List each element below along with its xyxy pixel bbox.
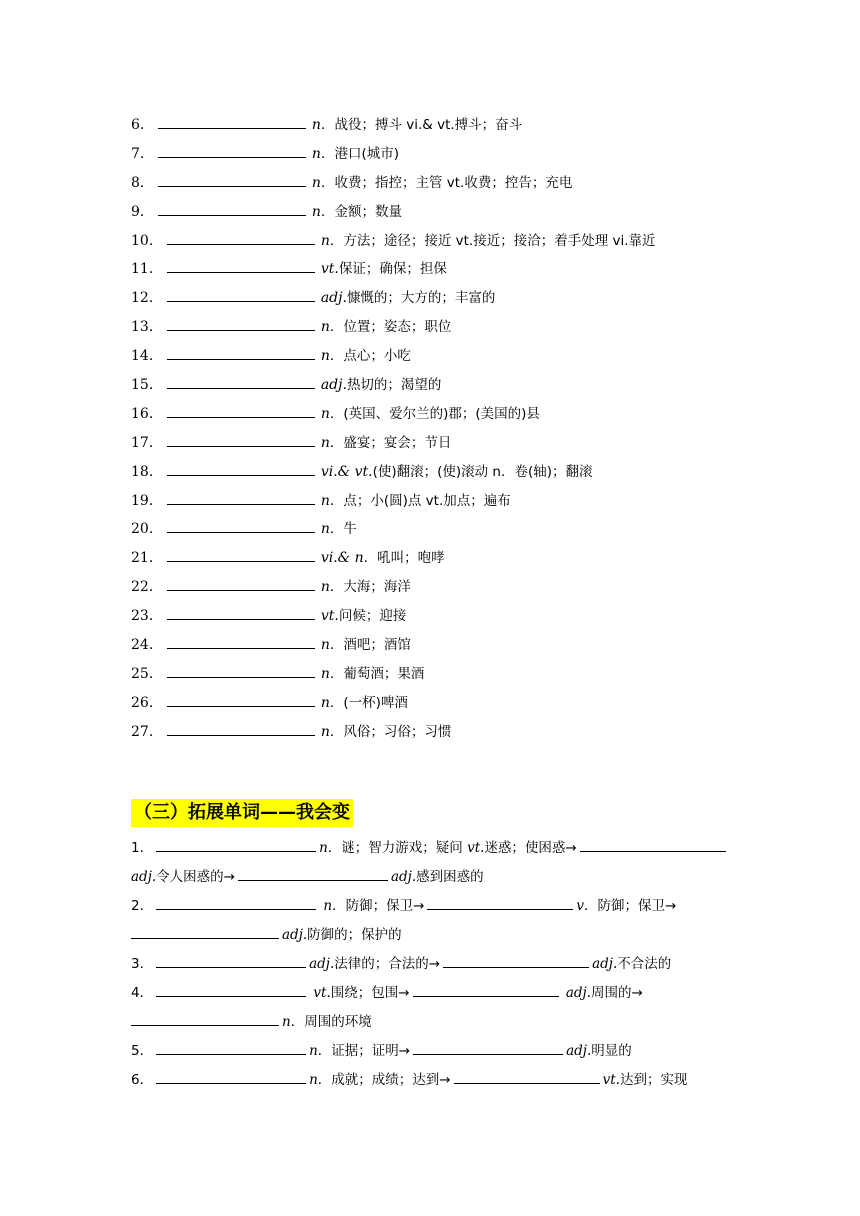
answer-blank[interactable] xyxy=(167,546,315,562)
answer-blank[interactable] xyxy=(167,315,315,331)
answer-blank[interactable] xyxy=(156,894,316,910)
answer-blank[interactable] xyxy=(156,981,306,997)
vocab-row xyxy=(131,458,751,487)
vocab-row xyxy=(131,284,751,313)
part-of-speech: n xyxy=(320,348,330,365)
definition: ．(英国、爱尔兰的)郡；(美国的)县 xyxy=(329,405,540,422)
definition: 不合法的 xyxy=(617,956,672,972)
vocab-row xyxy=(131,631,751,660)
part-of-speech: n xyxy=(320,232,330,249)
part-of-speech: n xyxy=(311,174,321,191)
pos: n xyxy=(319,840,328,856)
section-title: （三）拓展单词——我会变 xyxy=(131,799,353,827)
item-number: 12． xyxy=(131,290,163,307)
pos: n xyxy=(282,1014,291,1030)
item-number: 15． xyxy=(131,377,163,394)
vocab-list xyxy=(131,111,751,747)
part-of-speech: n xyxy=(320,521,330,538)
ext-line-4a xyxy=(131,979,731,1008)
item-number: 10． xyxy=(131,232,163,249)
answer-blank[interactable] xyxy=(158,200,306,216)
definition: ．牛 xyxy=(329,521,357,538)
extension-list xyxy=(131,834,731,1095)
answer-blank[interactable] xyxy=(158,113,306,129)
answer-blank[interactable] xyxy=(454,1068,600,1084)
definition: ．吼叫；咆哮 xyxy=(363,550,445,567)
definition: ．(一杯)啤酒 xyxy=(329,694,408,711)
vocab-row xyxy=(131,689,751,718)
definition: 令人困惑的→ xyxy=(156,869,235,885)
definition: 达到；实现 xyxy=(619,1072,688,1088)
answer-blank[interactable] xyxy=(167,633,315,649)
pos: n xyxy=(309,1043,318,1059)
item-number: 16． xyxy=(131,405,163,422)
vocab-row xyxy=(131,487,751,516)
vocab-row xyxy=(131,111,751,140)
answer-blank[interactable] xyxy=(167,691,315,707)
definition: 法律的；合法的→ xyxy=(334,956,441,972)
ext-line-2b xyxy=(131,921,731,950)
item-number: 24． xyxy=(131,637,163,654)
definition: 迷惑；使困惑→ xyxy=(484,840,577,856)
part-of-speech: adj. xyxy=(320,377,347,394)
definition: 防御的；保护的 xyxy=(307,927,402,943)
answer-blank[interactable] xyxy=(167,286,315,302)
ext-line-5 xyxy=(131,1037,731,1066)
item-number: 22． xyxy=(131,579,163,596)
vocab-row xyxy=(131,255,751,284)
item-number: 13． xyxy=(131,319,163,336)
part-of-speech: n xyxy=(320,723,330,740)
answer-blank[interactable] xyxy=(427,894,573,910)
item-number: 6． xyxy=(131,117,154,133)
definition: ．周围的环境 xyxy=(290,1014,372,1030)
item-number: 25． xyxy=(131,665,163,682)
ext-num: 4． xyxy=(131,985,154,1001)
part-of-speech: n xyxy=(320,405,330,422)
pos: vt. xyxy=(602,1072,620,1088)
answer-blank[interactable] xyxy=(167,489,315,505)
item-number: 21． xyxy=(131,550,163,567)
part-of-speech: n xyxy=(320,637,330,654)
pos: vt. xyxy=(313,985,331,1001)
ext-line-1a xyxy=(131,834,731,863)
part-of-speech: n xyxy=(320,694,330,711)
part-of-speech: n xyxy=(311,203,321,220)
item-number: 14． xyxy=(131,348,163,365)
item-number: 27． xyxy=(131,723,163,740)
item-number: 7． xyxy=(131,145,154,162)
part-of-speech: n xyxy=(320,319,330,336)
vocab-row xyxy=(131,515,751,544)
part-of-speech: vt. xyxy=(320,261,339,278)
pos: adj. xyxy=(566,1043,592,1059)
answer-blank[interactable] xyxy=(167,229,315,245)
ext-num: 3． xyxy=(131,956,154,972)
answer-blank[interactable] xyxy=(167,517,315,533)
answer-blank[interactable] xyxy=(413,1039,563,1055)
part-of-speech: n xyxy=(311,145,321,162)
answer-blank[interactable] xyxy=(167,575,315,591)
answer-blank[interactable] xyxy=(167,431,315,447)
definition: 问候；迎接 xyxy=(338,608,407,625)
definition: ．谜；智力游戏；疑问 xyxy=(327,840,468,856)
definition: ．葡萄酒；果酒 xyxy=(329,665,425,682)
definition: ．金额；数量 xyxy=(320,203,402,220)
answer-blank[interactable] xyxy=(443,952,589,968)
pos: v xyxy=(576,898,585,914)
answer-blank[interactable] xyxy=(167,344,315,360)
vocab-row xyxy=(131,718,751,747)
vocab-row xyxy=(131,140,751,169)
definition: (使)翻滚；(使)滚动 n．卷(轴)；翻滚 xyxy=(372,463,593,480)
pos: adj. xyxy=(592,956,618,972)
pos: n xyxy=(309,1072,318,1088)
part-of-speech: vi.& vt. xyxy=(320,463,373,480)
definition: ．方法；途径；接近 vt.接近；接洽；着手处理 vi.靠近 xyxy=(329,232,656,249)
definition: ．风俗；习俗；习惯 xyxy=(329,723,452,740)
definition: ．证据；证明→ xyxy=(317,1043,411,1059)
part-of-speech: n xyxy=(320,665,330,682)
vocab-row xyxy=(131,227,751,256)
item-number: 20． xyxy=(131,521,163,538)
definition: 明显的 xyxy=(591,1043,632,1059)
item-number: 18． xyxy=(131,463,163,480)
vocab-row xyxy=(131,371,751,400)
part-of-speech: vt. xyxy=(320,608,339,625)
answer-blank[interactable] xyxy=(156,1068,306,1084)
item-number: 19． xyxy=(131,492,163,509)
answer-blank[interactable] xyxy=(167,460,315,476)
definition: ．位置；姿态；职位 xyxy=(329,319,452,336)
ext-num: 1． xyxy=(131,840,154,856)
definition: ．酒吧；酒馆 xyxy=(329,637,411,654)
ext-num: 5． xyxy=(131,1043,154,1059)
answer-blank[interactable] xyxy=(238,865,388,881)
answer-blank[interactable] xyxy=(167,373,315,389)
answer-blank[interactable] xyxy=(413,981,559,997)
definition: ．收费；指控；主管 vt.收费；控告；充电 xyxy=(320,174,573,191)
answer-blank[interactable] xyxy=(167,720,315,736)
answer-blank[interactable] xyxy=(167,402,315,418)
part-of-speech: n xyxy=(320,434,330,451)
ext-num: 2． xyxy=(131,898,154,914)
definition: 热切的；渴望的 xyxy=(346,377,442,394)
definition: 围绕；包围→ xyxy=(330,985,410,1001)
answer-blank[interactable] xyxy=(158,142,306,158)
part-of-speech: n xyxy=(320,579,330,596)
pos: adj. xyxy=(565,985,592,1001)
item-number: 17． xyxy=(131,434,163,451)
pos: vt. xyxy=(467,840,485,856)
vocab-row xyxy=(131,429,751,458)
part-of-speech: n xyxy=(311,117,321,133)
item-number: 11． xyxy=(131,261,163,278)
answer-blank[interactable] xyxy=(156,952,306,968)
vocab-row xyxy=(131,342,751,371)
vocab-row xyxy=(131,573,751,602)
definition: ．点；小(圆)点 vt.加点；遍布 xyxy=(329,492,511,509)
ext-num: 6． xyxy=(131,1072,154,1088)
definition: ．港口(城市) xyxy=(320,145,399,162)
definition: ．防御；保卫→ xyxy=(332,898,425,914)
ext-line-1b xyxy=(131,863,731,892)
vocab-row xyxy=(131,602,751,631)
part-of-speech: vi.& n xyxy=(320,550,364,567)
item-number: 23． xyxy=(131,608,163,625)
pos: adj. xyxy=(131,869,157,885)
ext-line-4b xyxy=(131,1008,731,1037)
answer-blank[interactable] xyxy=(167,604,315,620)
item-number: 9． xyxy=(131,203,154,220)
definition: ．成就；成绩；达到→ xyxy=(317,1072,451,1088)
definition: ．大海；海洋 xyxy=(329,579,411,596)
pos: adj. xyxy=(282,927,308,943)
answer-blank[interactable] xyxy=(167,257,315,273)
definition: ．点心；小吃 xyxy=(329,348,411,365)
definition: 周围的→ xyxy=(591,985,643,1001)
definition: ．防御；保卫→ xyxy=(584,898,677,914)
ext-line-6 xyxy=(131,1066,731,1095)
pos: adj. xyxy=(390,869,417,885)
item-number: 26． xyxy=(131,694,163,711)
answer-blank[interactable] xyxy=(167,662,315,678)
answer-blank[interactable] xyxy=(156,836,316,852)
definition: 感到困惑的 xyxy=(416,869,484,885)
vocab-row xyxy=(131,544,751,573)
vocab-row xyxy=(131,198,751,227)
ext-line-3 xyxy=(131,950,731,979)
definition: ．盛宴；宴会；节日 xyxy=(329,434,452,451)
item-number: 8． xyxy=(131,174,154,191)
pos: n xyxy=(323,898,333,914)
answer-blank[interactable] xyxy=(131,1010,279,1026)
answer-blank[interactable] xyxy=(158,171,306,187)
part-of-speech: adj. xyxy=(320,290,347,307)
vocab-row xyxy=(131,169,751,198)
vocab-row xyxy=(131,313,751,342)
vocab-row xyxy=(131,660,751,689)
part-of-speech: n xyxy=(320,492,330,509)
pos: adj. xyxy=(309,956,335,972)
vocab-row xyxy=(131,400,751,429)
answer-blank[interactable] xyxy=(131,923,279,939)
answer-blank[interactable] xyxy=(580,836,726,852)
definition: 保证；确保；担保 xyxy=(338,261,447,278)
answer-blank[interactable] xyxy=(156,1039,306,1055)
definition: 慷慨的；大方的；丰富的 xyxy=(346,290,496,307)
definition: ．战役；搏斗 vi.& vt.搏斗；奋斗 xyxy=(320,117,523,133)
ext-line-2a xyxy=(131,892,731,921)
